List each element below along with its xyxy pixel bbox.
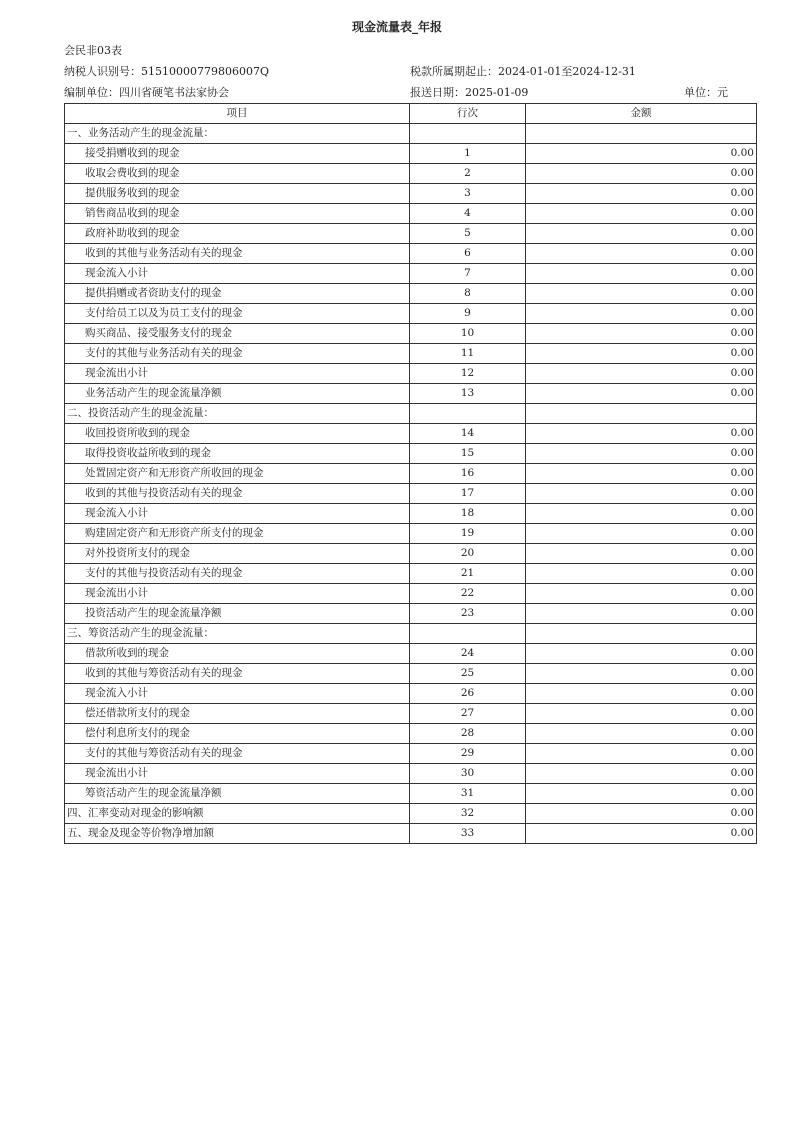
row-item: 现金流入小计 bbox=[65, 264, 410, 284]
row-line-no: 4 bbox=[410, 204, 526, 224]
row-item: 提供捐赠或者资助支付的现金 bbox=[65, 284, 410, 304]
row-amount: 0.00 bbox=[526, 144, 757, 164]
row-line-no: 25 bbox=[410, 664, 526, 684]
row-amount: 0.00 bbox=[526, 764, 757, 784]
row-line-no: 9 bbox=[410, 304, 526, 324]
row-item: 收回投资所收到的现金 bbox=[65, 424, 410, 444]
row-amount bbox=[526, 404, 757, 424]
row-amount: 0.00 bbox=[526, 204, 757, 224]
row-amount: 0.00 bbox=[526, 584, 757, 604]
table-row bbox=[65, 664, 757, 684]
table-row bbox=[65, 784, 757, 804]
row-item: 现金流出小计 bbox=[65, 584, 410, 604]
row-amount: 0.00 bbox=[526, 704, 757, 724]
row-line-no: 11 bbox=[410, 344, 526, 364]
table-row bbox=[65, 484, 757, 504]
report-title: 现金流量表_年报 bbox=[351, 20, 442, 34]
row-line-no: 31 bbox=[410, 784, 526, 804]
row-line-no: 6 bbox=[410, 244, 526, 264]
row-item: 现金流入小计 bbox=[65, 684, 410, 704]
table-row bbox=[65, 704, 757, 724]
row-line-no: 12 bbox=[410, 364, 526, 384]
row-line-no: 33 bbox=[410, 824, 526, 844]
table-row bbox=[65, 264, 757, 284]
row-amount: 0.00 bbox=[526, 344, 757, 364]
row-item: 四、汇率变动对现金的影响额 bbox=[65, 804, 410, 824]
row-line-no bbox=[410, 124, 526, 144]
row-line-no: 17 bbox=[410, 484, 526, 504]
table-row bbox=[65, 764, 757, 784]
taxpayer-id: 纳税人识别号：51510000779806007Q bbox=[64, 65, 269, 78]
row-line-no: 1 bbox=[410, 144, 526, 164]
table-row bbox=[65, 224, 757, 244]
table-row bbox=[65, 304, 757, 324]
row-line-no bbox=[410, 624, 526, 644]
row-item: 提供服务收到的现金 bbox=[65, 184, 410, 204]
row-amount: 0.00 bbox=[526, 664, 757, 684]
row-line-no: 19 bbox=[410, 524, 526, 544]
row-amount: 0.00 bbox=[526, 244, 757, 264]
row-amount: 0.00 bbox=[526, 384, 757, 404]
row-item: 三、筹资活动产生的现金流量： bbox=[65, 624, 410, 644]
row-item: 业务活动产生的现金流量净额 bbox=[65, 384, 410, 404]
row-item: 投资活动产生的现金流量净额 bbox=[65, 604, 410, 624]
row-item: 收到的其他与业务活动有关的现金 bbox=[65, 244, 410, 264]
header-item: 项目 bbox=[65, 104, 410, 124]
form-code: 会民非03表 bbox=[64, 44, 122, 57]
row-amount: 0.00 bbox=[526, 224, 757, 244]
table-row bbox=[65, 164, 757, 184]
row-amount: 0.00 bbox=[526, 264, 757, 284]
row-item: 支付的其他与筹资活动有关的现金 bbox=[65, 744, 410, 764]
row-item: 五、现金及现金等价物净增加额 bbox=[65, 824, 410, 844]
row-item: 偿还借款所支付的现金 bbox=[65, 704, 410, 724]
row-amount: 0.00 bbox=[526, 684, 757, 704]
table-row bbox=[65, 404, 757, 424]
row-item: 支付给员工以及为员工支付的现金 bbox=[65, 304, 410, 324]
row-line-no: 15 bbox=[410, 444, 526, 464]
row-item: 购买商品、接受服务支付的现金 bbox=[65, 324, 410, 344]
row-item: 取得投资收益所收到的现金 bbox=[65, 444, 410, 464]
table-row bbox=[65, 324, 757, 344]
row-amount: 0.00 bbox=[526, 424, 757, 444]
row-line-no: 21 bbox=[410, 564, 526, 584]
row-line-no: 22 bbox=[410, 584, 526, 604]
row-item: 接受捐赠收到的现金 bbox=[65, 144, 410, 164]
header-amount: 金额 bbox=[526, 104, 757, 124]
row-line-no bbox=[410, 404, 526, 424]
row-line-no: 18 bbox=[410, 504, 526, 524]
table-row bbox=[65, 204, 757, 224]
row-item: 现金流出小计 bbox=[65, 364, 410, 384]
row-item: 二、投资活动产生的现金流量： bbox=[65, 404, 410, 424]
row-amount: 0.00 bbox=[526, 364, 757, 384]
row-amount: 0.00 bbox=[526, 724, 757, 744]
row-amount: 0.00 bbox=[526, 504, 757, 524]
row-line-no: 16 bbox=[410, 464, 526, 484]
row-amount: 0.00 bbox=[526, 284, 757, 304]
row-line-no: 30 bbox=[410, 764, 526, 784]
row-item: 偿付利息所支付的现金 bbox=[65, 724, 410, 744]
table-row bbox=[65, 144, 757, 164]
row-amount: 0.00 bbox=[526, 784, 757, 804]
row-item: 政府补助收到的现金 bbox=[65, 224, 410, 244]
row-item: 支付的其他与业务活动有关的现金 bbox=[65, 344, 410, 364]
row-line-no: 5 bbox=[410, 224, 526, 244]
table-row bbox=[65, 804, 757, 824]
row-item: 销售商品收到的现金 bbox=[65, 204, 410, 224]
row-amount: 0.00 bbox=[526, 544, 757, 564]
table-row bbox=[65, 344, 757, 364]
row-amount: 0.00 bbox=[526, 304, 757, 324]
row-amount: 0.00 bbox=[526, 604, 757, 624]
row-item: 收到的其他与筹资活动有关的现金 bbox=[65, 664, 410, 684]
row-line-no: 28 bbox=[410, 724, 526, 744]
row-amount: 0.00 bbox=[526, 524, 757, 544]
row-item: 现金流入小计 bbox=[65, 504, 410, 524]
row-item: 支付的其他与投资活动有关的现金 bbox=[65, 564, 410, 584]
row-line-no: 26 bbox=[410, 684, 526, 704]
tax-period: 税款所属期起止：2024-01-01至2024-12-31 bbox=[410, 65, 636, 78]
row-item: 收到的其他与投资活动有关的现金 bbox=[65, 484, 410, 504]
row-line-no: 32 bbox=[410, 804, 526, 824]
table-row bbox=[65, 744, 757, 764]
table-row bbox=[65, 124, 757, 144]
cash-flow-table bbox=[64, 103, 757, 844]
table-row bbox=[65, 424, 757, 444]
header-line-no: 行次 bbox=[410, 104, 526, 124]
row-line-no: 23 bbox=[410, 604, 526, 624]
row-amount: 0.00 bbox=[526, 644, 757, 664]
row-amount bbox=[526, 124, 757, 144]
row-line-no: 24 bbox=[410, 644, 526, 664]
row-amount: 0.00 bbox=[526, 564, 757, 584]
row-line-no: 10 bbox=[410, 324, 526, 344]
table-row bbox=[65, 604, 757, 624]
row-amount: 0.00 bbox=[526, 464, 757, 484]
row-line-no: 7 bbox=[410, 264, 526, 284]
row-amount: 0.00 bbox=[526, 184, 757, 204]
row-item: 一、业务活动产生的现金流量： bbox=[65, 124, 410, 144]
table-row bbox=[65, 544, 757, 564]
table-row bbox=[65, 384, 757, 404]
row-item: 收取会费收到的现金 bbox=[65, 164, 410, 184]
unit-label: 单位：元 bbox=[684, 86, 728, 99]
table-row bbox=[65, 584, 757, 604]
table-row bbox=[65, 284, 757, 304]
table-row bbox=[65, 504, 757, 524]
table-row bbox=[65, 624, 757, 644]
row-line-no: 20 bbox=[410, 544, 526, 564]
table-row bbox=[65, 244, 757, 264]
row-amount: 0.00 bbox=[526, 164, 757, 184]
table-row bbox=[65, 464, 757, 484]
row-item: 借款所收到的现金 bbox=[65, 644, 410, 664]
row-amount bbox=[526, 624, 757, 644]
row-amount: 0.00 bbox=[526, 444, 757, 464]
row-amount: 0.00 bbox=[526, 324, 757, 344]
table-row bbox=[65, 644, 757, 664]
table-row bbox=[65, 444, 757, 464]
row-item: 筹资活动产生的现金流量净额 bbox=[65, 784, 410, 804]
row-line-no: 29 bbox=[410, 744, 526, 764]
table-header-row bbox=[65, 104, 757, 124]
row-amount: 0.00 bbox=[526, 484, 757, 504]
row-item: 对外投资所支付的现金 bbox=[65, 544, 410, 564]
row-line-no: 3 bbox=[410, 184, 526, 204]
row-item: 购建固定资产和无形资产所支付的现金 bbox=[65, 524, 410, 544]
row-line-no: 27 bbox=[410, 704, 526, 724]
table-row bbox=[65, 524, 757, 544]
row-item: 现金流出小计 bbox=[65, 764, 410, 784]
table-row bbox=[65, 564, 757, 584]
report-date: 报送日期：2025-01-09 bbox=[410, 86, 529, 99]
table-row bbox=[65, 364, 757, 384]
row-line-no: 13 bbox=[410, 384, 526, 404]
row-line-no: 8 bbox=[410, 284, 526, 304]
table-row bbox=[65, 684, 757, 704]
row-item: 处置固定资产和无形资产所收回的现金 bbox=[65, 464, 410, 484]
row-line-no: 2 bbox=[410, 164, 526, 184]
table-row bbox=[65, 184, 757, 204]
row-amount: 0.00 bbox=[526, 824, 757, 844]
row-amount: 0.00 bbox=[526, 744, 757, 764]
compiler: 编制单位：四川省硬笔书法家协会 bbox=[64, 86, 229, 99]
row-line-no: 14 bbox=[410, 424, 526, 444]
row-amount: 0.00 bbox=[526, 804, 757, 824]
table-row bbox=[65, 824, 757, 844]
table-row bbox=[65, 724, 757, 744]
